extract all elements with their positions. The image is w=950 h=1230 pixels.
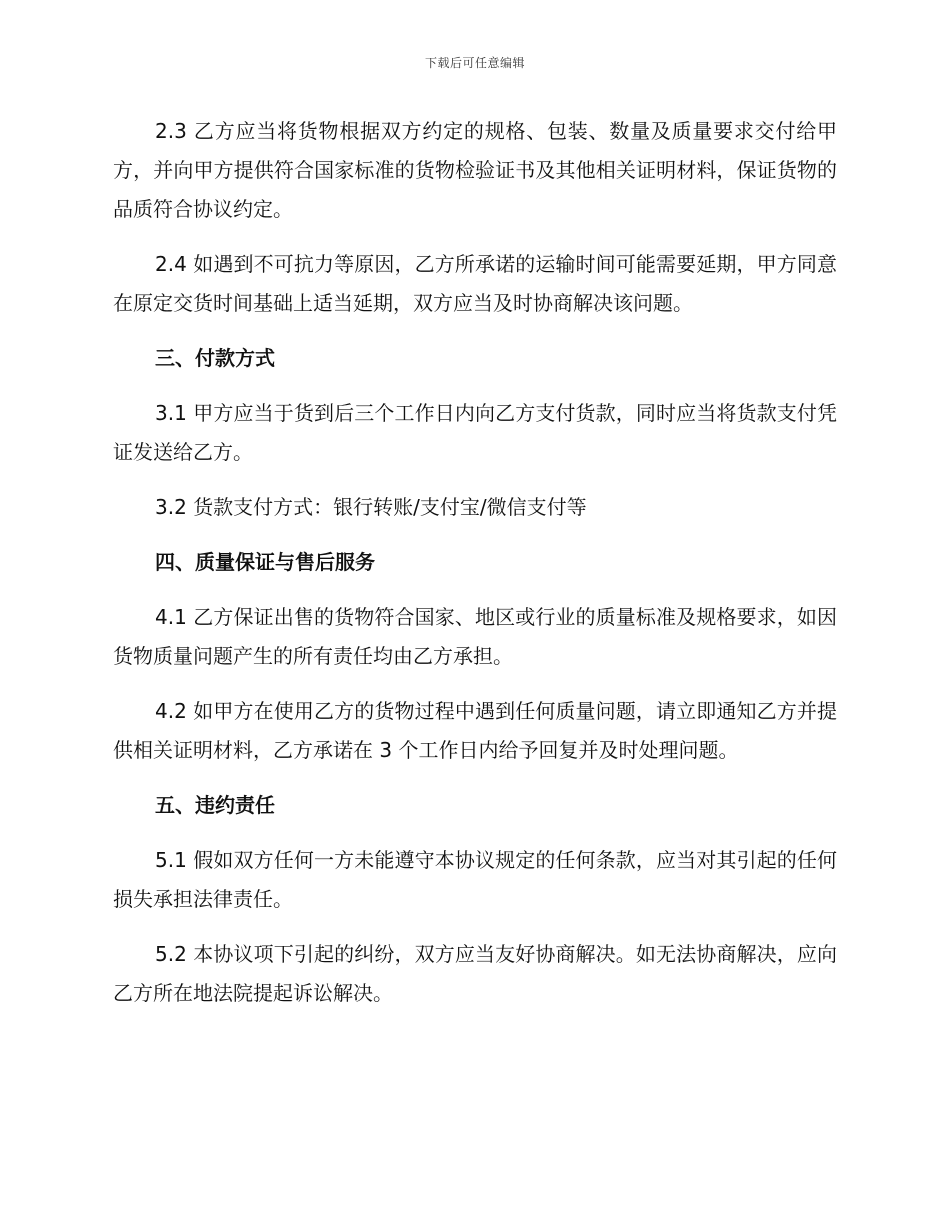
page-header: 下载后可任意编辑	[424, 56, 525, 70]
clause-5-2: 5.2 本协议项下引起的纠纷，双方应当友好协商解决。如无法协商解决，应向乙方所在地法院提起诉讼解决。	[113, 942, 837, 1005]
clause-5-1: 5.1 假如双方任何一方未能遵守本协议规定的任何条款，应当对其引起的任何损失承担法律责任。	[113, 848, 837, 911]
clause-2-4: 2.4 如遇到不可抗力等原因，乙方所承诺的运输时间可能需要延期，甲方同意在原定交货时间基础上适当延期，双方应当及时协商解决该问题。	[113, 252, 837, 315]
clause-4-1: 4.1 乙方保证出售的货物符合国家、地区或行业的质量标准及规格要求，如因货物质量问题产生的所有责任均由乙方承担。	[113, 605, 837, 668]
clause-3-1: 3.1 甲方应当于货到后三个工作日内向乙方支付货款，同时应当将货款支付凭证发送给乙方。	[113, 401, 837, 464]
document-body	[113, 112, 837, 1029]
clause-2-3: 2.3 乙方应当将货物根据双方约定的规格、包装、数量及质量要求交付给甲方，并向甲方提供符合国家标准的货物检验证书及其他相关证明材料，保证货物的品质符合协议约定。	[113, 119, 837, 221]
section-heading-breach: 五、违约责任	[155, 793, 275, 817]
clause-4-2: 4.2 如甲方在使用乙方的货物过程中遇到任何质量问题，请立即通知乙方并提供相关证明材料，乙方承诺在 3 个工作日内给予回复并及时处理问题。	[113, 699, 837, 762]
section-heading-payment: 三、付款方式	[155, 346, 275, 370]
clause-3-2: 3.2 货款支付方式：银行转账/支付宝/微信支付等	[155, 495, 587, 519]
section-heading-quality: 四、质量保证与售后服务	[155, 550, 375, 574]
